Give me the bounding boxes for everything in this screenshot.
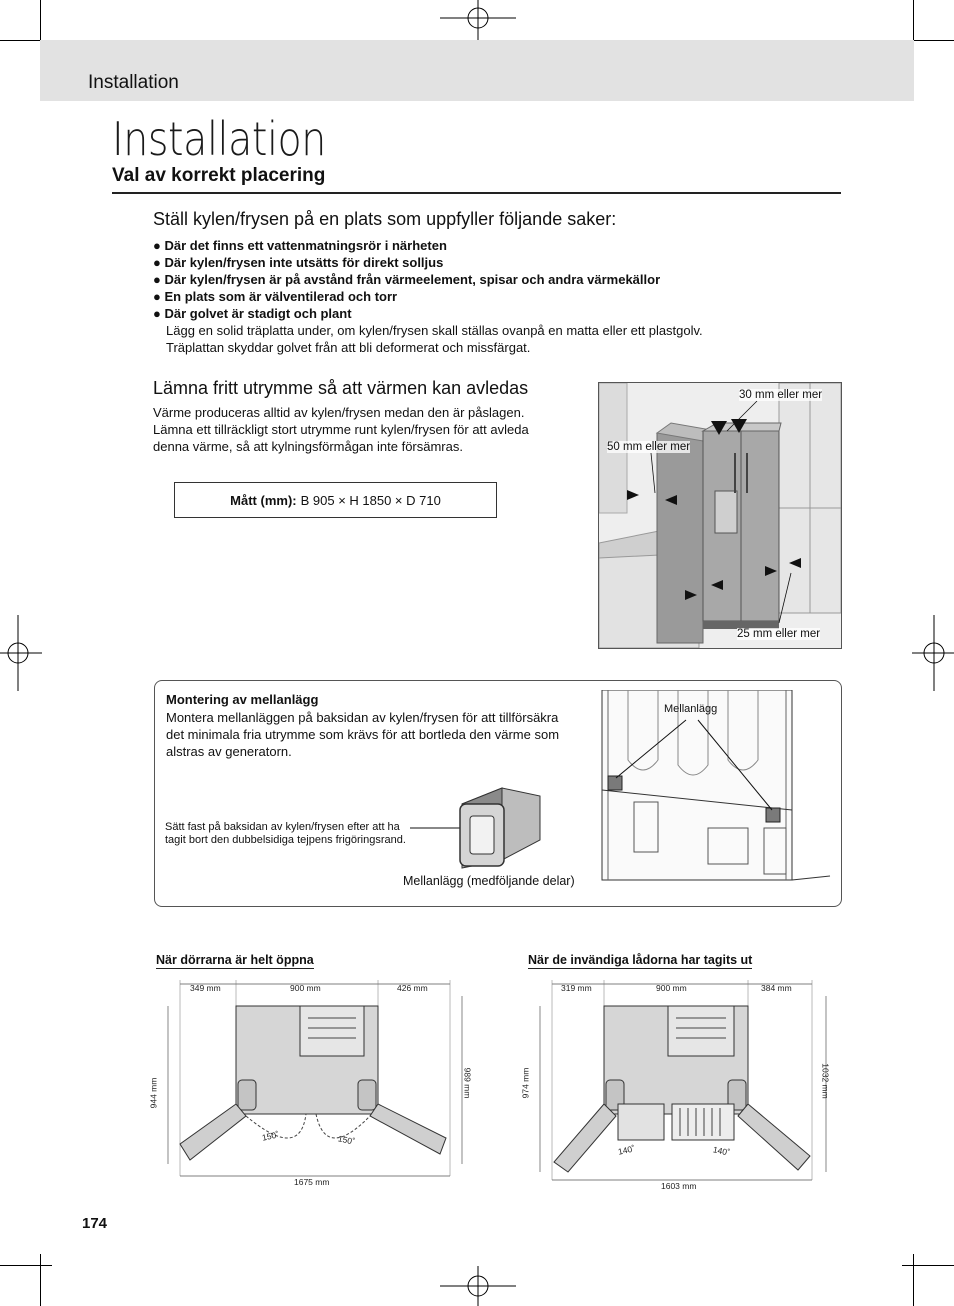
diagram-right-title: När de invändiga lådorna har tagits ut	[528, 953, 753, 967]
diagram-left-title: När dörrarna är helt öppna	[156, 953, 314, 967]
spacer-title: Montering av mellanlägg	[166, 692, 319, 707]
registration-mark-top-icon	[440, 0, 516, 42]
dimensions-label: Mått (mm):	[230, 492, 297, 508]
dim-right-height-left: 974 mm	[520, 1067, 531, 1099]
fridge-back-illustration	[598, 690, 840, 900]
spacer-label: Mellanlägg	[664, 703, 718, 715]
kitchen-scene-icon	[599, 383, 841, 648]
placement-list	[153, 237, 793, 356]
diagram-right-plan	[522, 976, 846, 1190]
list-item: ● Där kylen/frysen inte utsätts för direkt solljus	[153, 255, 444, 270]
dim-right-angle-2: 140˚	[712, 1144, 731, 1158]
page-title: Installation	[112, 112, 326, 166]
dim-left-height-left: 944 mm	[148, 1077, 159, 1109]
spacer-part-icon	[410, 782, 550, 874]
dim-right-mid: 900 mm	[656, 983, 687, 993]
dim-left-right: 426 mm	[397, 983, 428, 993]
callout-top: 30 mm eller mer	[739, 389, 823, 401]
dim-right-width: 319 mm	[561, 983, 592, 993]
clearance-text-line: Lämna ett tillräckligt stort utrymme runt kylen/frysen för att avleda denna värme, så att kylningsförmågan inte försämras.	[153, 422, 529, 454]
placement-heading: Ställ kylen/frysen på en plats som uppfyller följande saker:	[153, 209, 617, 229]
section-title: Val av korrekt placering	[112, 165, 326, 186]
clearance-text	[153, 404, 543, 455]
callout-bottom: 25 mm eller mer	[737, 628, 821, 640]
list-item: ● Där kylen/frysen är på avstånd från värmeelement, spisar och andra värmekällor	[153, 272, 661, 287]
dim-left-total: 1675 mm	[294, 1177, 330, 1187]
callout-side: 50 mm eller mer	[607, 441, 691, 453]
page-number: 174	[82, 1215, 108, 1232]
dim-left-mid: 900 mm	[290, 983, 321, 993]
dimensions-value: B 905 × H 1850 × D 710	[300, 492, 441, 508]
registration-mark-left-icon	[0, 615, 42, 691]
spacer-text: Montera mellanläggen på baksidan av kylen/frysen för att tillförsäkra det minimala fria utrymme som krävs för att bortleda den värme som alstras av generatorn.	[166, 710, 560, 759]
kitchen-illustration	[598, 382, 842, 649]
spacer-caption: Mellanlägg (medföljande delar)	[403, 874, 575, 888]
spacer-small-note: Sätt fast på baksidan av kylen/frysen efter att ha tagit bort den dubbelsidiga tejpens frigöringsrand.	[165, 821, 406, 846]
list-item-note: Lägg en solid träplatta under, om kylen/frysen skall ställas ovanpå en matta eller ett plastgolv.	[166, 323, 703, 338]
dim-right-right: 384 mm	[761, 983, 792, 993]
clearance-text-line: Värme produceras alltid av kylen/frysen medan den är påslagen.	[153, 405, 525, 420]
header-label: Installation	[88, 72, 179, 93]
dim-left-angle-1: 150˚	[261, 1129, 280, 1143]
list-item: ● Där det finns ett vattenmatningsrör i närheten	[153, 238, 447, 253]
list-item-note: Träplattan skyddar golvet från att bli deformerat och missfärgat.	[166, 340, 531, 355]
dim-left-height-right: 989 mm	[462, 1067, 473, 1099]
dim-right-total: 1603 mm	[661, 1181, 697, 1191]
dim-right-angle-1: 140˚	[617, 1143, 636, 1157]
diagram-left-plan	[150, 976, 480, 1188]
dim-left-angle-2: 150˚	[337, 1133, 356, 1147]
dimensions-box	[174, 482, 497, 518]
dim-right-height-right: 1032 mm	[820, 1063, 831, 1099]
section-rule	[112, 192, 841, 194]
clearance-heading: Lämna fritt utrymme så att värmen kan avledas	[153, 378, 529, 398]
list-item: ● En plats som är välventilerad och torr	[153, 289, 398, 304]
registration-mark-bottom-icon	[440, 1266, 516, 1306]
list-item: ● Där golvet är stadigt och plant	[153, 306, 352, 321]
registration-mark-right-icon	[912, 615, 954, 691]
dim-left-width: 349 mm	[190, 983, 221, 993]
